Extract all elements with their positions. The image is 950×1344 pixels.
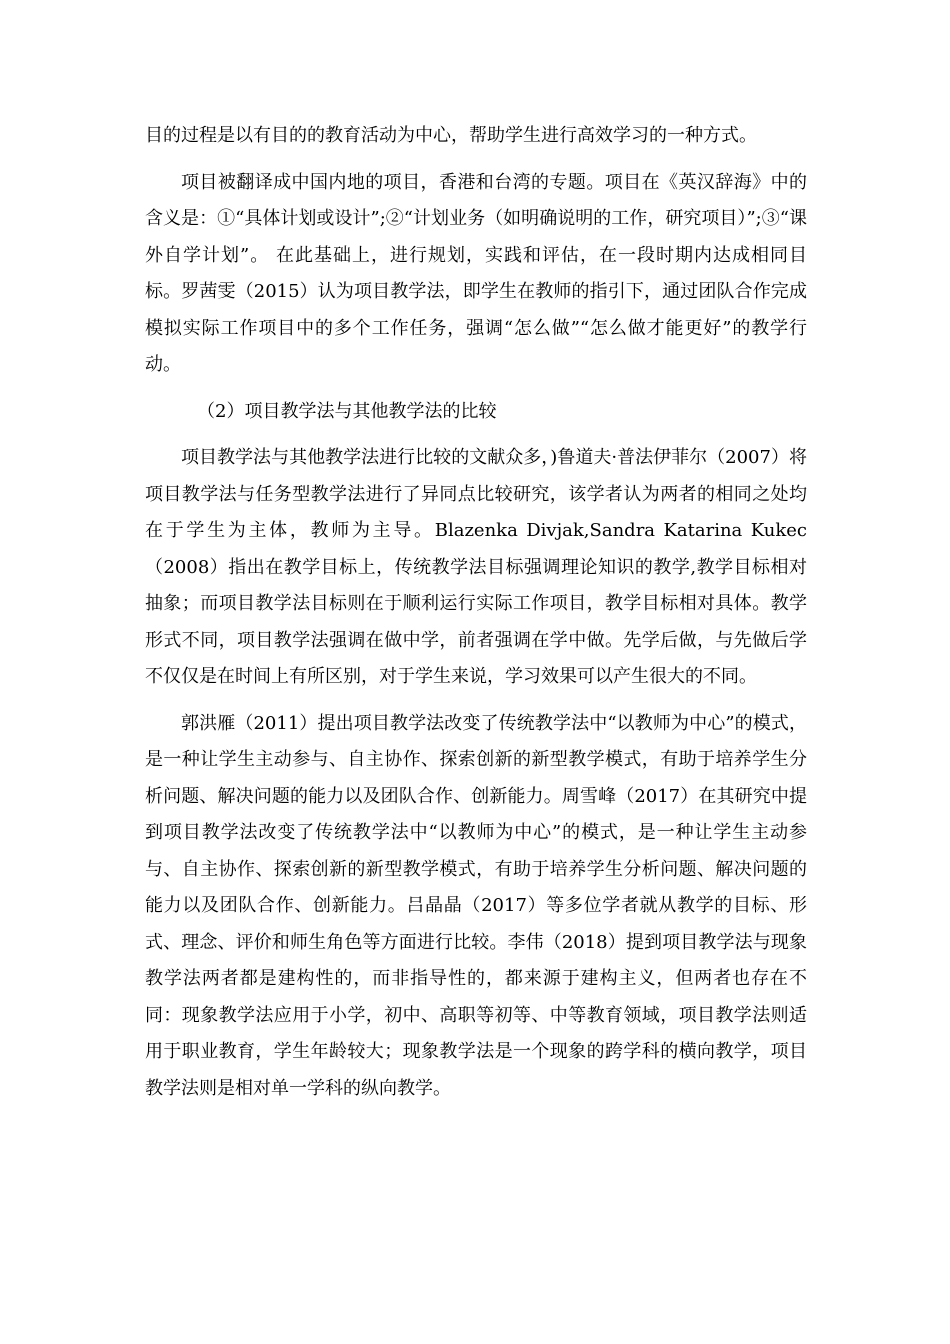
- document-body: [145, 118, 807, 1107]
- paragraph-continuation: 目的过程是以有目的的教育活动为中心，帮助学生进行高效学习的一种方式。: [145, 125, 757, 146]
- paragraph-scholar-views: 郭洪雁（2011）提出项目教学法改变了传统教学法中“以教师为中心”的模式，是一种让学生主动参与、自主协作、探索创新的新型教学模式，有助于培养学生分析问题、解决问题的能力以及团队合作、创新能力。周雪峰（2017）在其研究中提到项目教学法改变了传统教学法中“以教师为中心”的模式，是一种让学生主动参与、自主协作、探索创新的新型教学模式，有助于培养学生分析问题、解决问题的能力以及团队合作、创新能力。吕晶晶（2017）等多位学者就从教学的目标、形式、理念、评价和师生角色等方面进行比较。李伟（2018）提到项目教学法与现象教学法两者都是建构性的，而非指导性的，都来源于建构主义，但两者也存在不同：现象教学法应用于小学，初中、高职等初等、中等教育领域，项目教学法则适用于职业教育，学生年龄较大；现象教学法是一个现象的跨学科的横向教学，项目教学法则是相对单一学科的纵向教学。: [145, 712, 807, 1099]
- paragraph-project-definition: 项目被翻译成中国内地的项目，香港和台湾的专题。项目在《英汉辞海》中的含义是：①“具体计划或设计”;②“计划业务（如明确说明的工作，研究项目）”;③“课外自学计划”。 在此基础上，进行规划，实践和评估，在一段时期内达成相同目标。罗茜雯（2015）认为项目教学法，即学生在教师的指引下，通过团队合作完成模拟实际工作项目中的多个工作任务，强调“怎么做”“怎么做才能更好”的教学行动。: [145, 171, 807, 375]
- paragraph-method-comparison: 项目教学法与其他教学法进行比较的文献众多，)鲁道夫·普法伊菲尔（2007）将项目教学法与任务型教学法进行了异同点比较研究，该学者认为两者的相同之处均在于学生为主体，教师为主导。Blazenka Divjak,Sandra Katarina Kukec（2008）指出在教学目标上，传统教学法目标强调理论知识的教学,教学目标相对抽象；而项目教学法目标则在于顺利运行实际工作项目，教学目标相对具体。教学形式不同，项目教学法强调在做中学，前者强调在学中做。先学后做，与先做后学不仅仅是在时间上有所区别，对于学生来说，学习效果可以产生很大的不同。: [145, 447, 807, 687]
- section-heading: （2）项目教学法与其他教学法的比较: [197, 400, 497, 422]
